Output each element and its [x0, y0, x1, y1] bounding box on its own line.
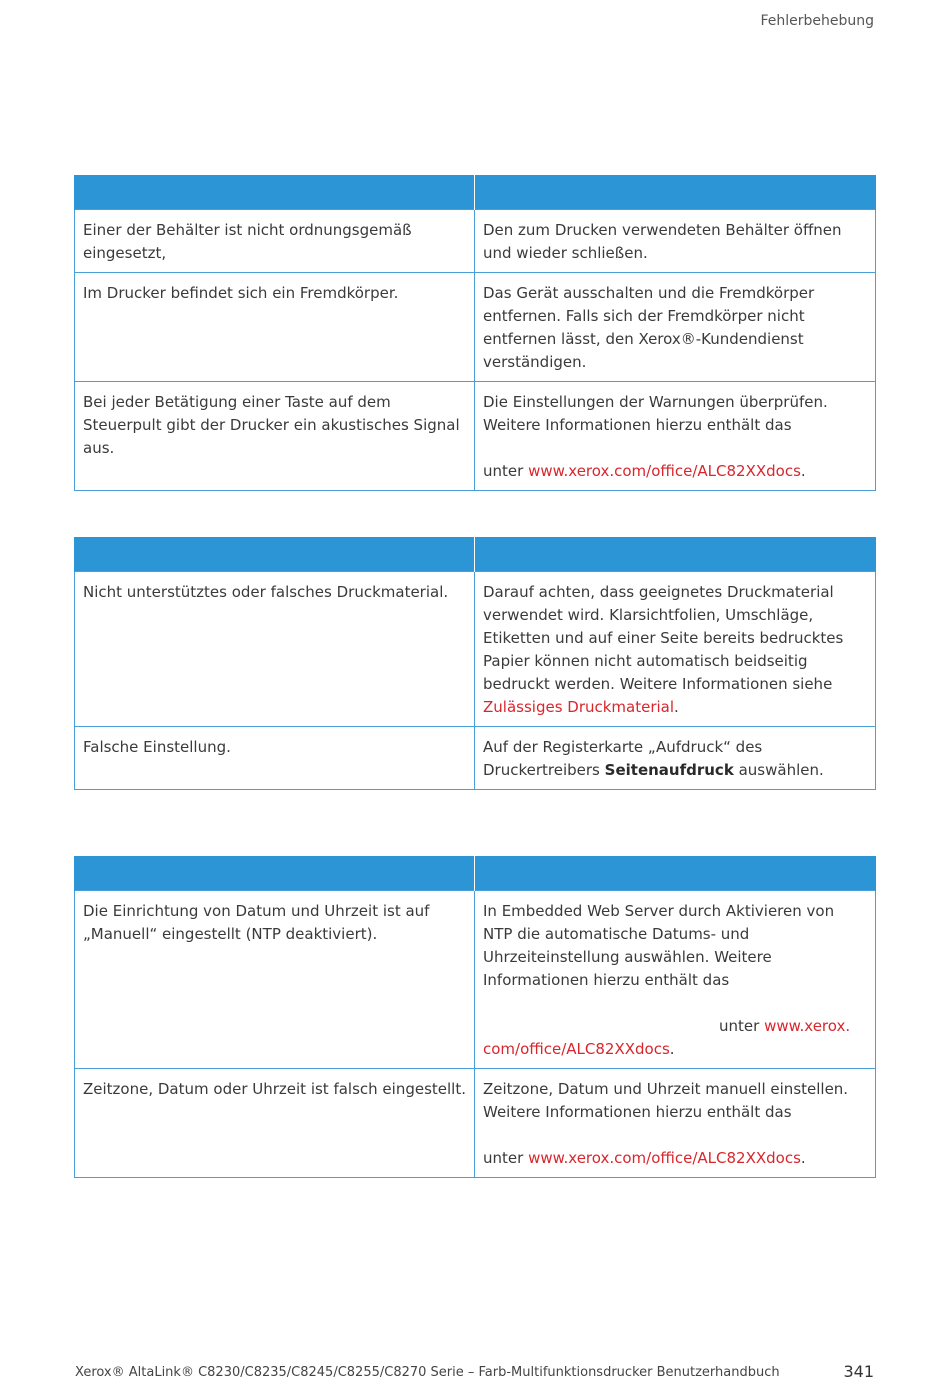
setting-name: Seitenaufdruck — [604, 761, 734, 779]
troubleshooting-table-3 — [74, 856, 876, 1178]
suffix: . — [674, 698, 679, 716]
solution-text: Darauf achten, dass geeignetes Druckmaterial verwendet wird. Klarsichtfolien, Umschläge, Etiketten und auf einer Seite bereits bedrucktes Papier können nicht automatisch beidseitig bedruckt werden. Weitere Informationen siehe — [483, 583, 844, 693]
solution-cell — [475, 572, 876, 727]
docs-link[interactable]: www.xerox. — [764, 1017, 851, 1035]
problem-cell: Zeitzone, Datum oder Uhrzeit ist falsch eingestellt. — [75, 1069, 475, 1178]
problem-cell: Falsche Einstellung. — [75, 727, 475, 790]
docs-link[interactable]: www.xerox.com/office/ALC82XXdocs — [528, 1149, 801, 1167]
table-row — [75, 210, 876, 273]
header-cell-problem — [75, 537, 475, 572]
table-row — [75, 891, 876, 1069]
header-cell-problem — [75, 175, 475, 210]
media-link[interactable]: Zulässiges Druckmaterial — [483, 698, 675, 716]
solution-cell — [475, 382, 876, 491]
table-row — [75, 273, 876, 382]
troubleshooting-table-1 — [74, 175, 876, 491]
ref-suffix: . — [800, 462, 806, 480]
solution-text: Die Einstellungen der Warnungen überprüfen. Weitere Informationen hierzu enthält das — [483, 393, 828, 434]
ref-prefix: unter — [719, 1017, 760, 1035]
ref-prefix: unter — [483, 1149, 524, 1167]
table-header-row — [75, 537, 876, 572]
docs-link[interactable]: www.xerox.com/office/ALC82XXdocs — [528, 462, 801, 480]
problem-cell: Die Einrichtung von Datum und Uhrzeit ist auf „Manuell“ eingestellt (NTP deaktiviert). — [75, 891, 475, 1069]
solution-text: Zeitzone, Datum und Uhrzeit manuell einstellen. Weitere Informationen hierzu enthält das — [483, 1080, 849, 1121]
ref-suffix: . — [800, 1149, 806, 1167]
solution-cell: Den zum Drucken verwendeten Behälter öffnen und wieder schließen. — [475, 210, 876, 273]
solution-text: Auf der Registerkarte „Aufdruck“ des Druckertreibers — [483, 738, 763, 779]
problem-cell: Bei jeder Betätigung einer Taste auf dem Steuerpult gibt der Drucker ein akustisches Signal aus. — [75, 382, 475, 491]
header-cell-problem — [75, 856, 475, 891]
solution-cell: Das Gerät ausschalten und die Fremdkörper entfernen. Falls sich der Fremdkörper nicht entfernen lässt, den Xerox®-Kundendienst verständigen. — [475, 273, 876, 382]
docs-link-continued[interactable]: com/office/ALC82XXdocs — [483, 1040, 670, 1058]
table-row — [75, 727, 876, 790]
solution-cell — [475, 1069, 876, 1178]
running-header: Fehlerbehebung — [760, 13, 874, 29]
problem-cell: Einer der Behälter ist nicht ordnungsgemäß eingesetzt, — [75, 210, 475, 273]
ref-suffix: . — [669, 1040, 675, 1058]
footer-title: Xerox® AltaLink® C8230/C8235/C8245/C8255/C8270 Serie – Farb-Multifunktionsdrucker Benutzerhandbuch — [75, 1365, 780, 1380]
table-header-row — [75, 175, 876, 210]
page-number: 341 — [843, 1362, 874, 1381]
solution-cell — [475, 727, 876, 790]
ref-prefix: unter — [483, 462, 524, 480]
table-row — [75, 1069, 876, 1178]
solution-cell — [475, 891, 876, 1069]
table-row — [75, 382, 876, 491]
table-header-row — [75, 856, 876, 891]
table-row — [75, 572, 876, 727]
troubleshooting-table-2 — [74, 537, 876, 790]
solution-text-end: auswählen. — [738, 761, 824, 779]
problem-cell: Im Drucker befindet sich ein Fremdkörper. — [75, 273, 475, 382]
header-cell-solution — [475, 537, 876, 572]
header-cell-solution — [475, 856, 876, 891]
problem-cell: Nicht unterstütztes oder falsches Druckmaterial. — [75, 572, 475, 727]
header-cell-solution — [475, 175, 876, 210]
solution-text: In Embedded Web Server durch Aktivieren von NTP die automatische Datums- und Uhrzeiteinstellung auswählen. Weitere Informationen hierzu enthält das — [483, 902, 835, 989]
